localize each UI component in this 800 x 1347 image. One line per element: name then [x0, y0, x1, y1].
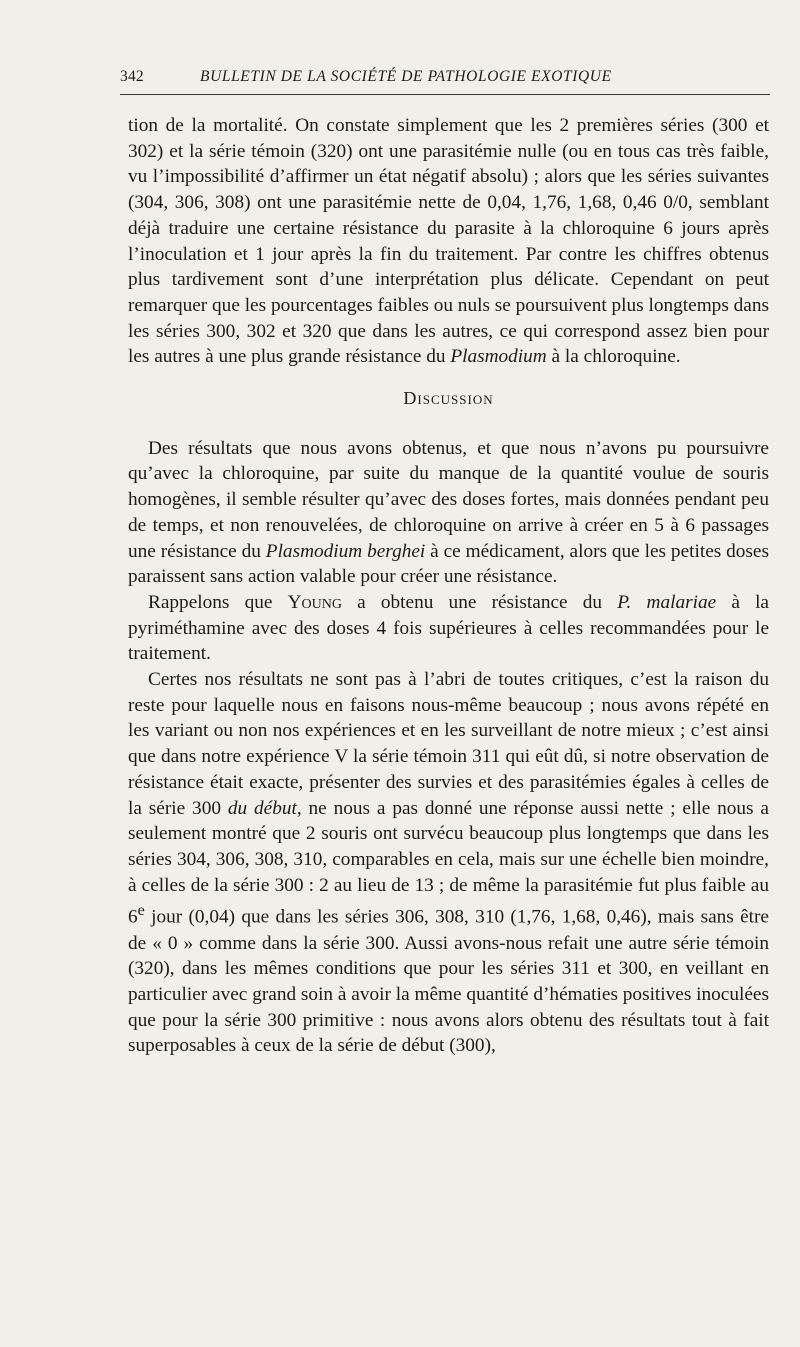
paragraph [128, 590, 769, 667]
text-run: Rappelons que [148, 591, 288, 613]
superscript: e [137, 902, 145, 920]
italic-term: P. malariae [617, 591, 717, 613]
header-rule [120, 94, 770, 95]
text-run: à la chloroquine. [546, 346, 681, 368]
paragraph [128, 667, 769, 1059]
text-run: Des résultats que nous avons obtenus, et que nous n’avons pu poursuivre qu’avec la chloroquine, par suite du manque de la quantité voulue de souris homogènes, il semble résulter qu’avec des doses fortes, mais données pendant peu de temps, et non renouvelées, de chloroquine on arrive à créer en 5 à 6 passages une résistance du [128, 437, 769, 562]
paragraph [128, 436, 769, 590]
text-run: , ne nous a pas donné une réponse aussi nette ; elle nous a seulement montré que 2 souris ont survécu beaucoup plus longtemps que dans les séries 304, 306, 308, 310, comparables en cela, mais sur une échelle bien moindre, à celles de la série 300 : 2 au lieu de 13 ; de même la parasitémie fut plus faible au 6 [128, 797, 769, 928]
author-name: Young [287, 591, 342, 613]
section-heading: Discussion [403, 388, 494, 409]
italic-term: du début [227, 797, 297, 819]
italic-term: Plasmodium berghei [265, 540, 426, 562]
article-body [128, 113, 769, 1059]
text-run: jour (0,04) que dans les séries 306, 308, 310 (1,76, 1,68, 0,46), mais sans être de « 0 » comme dans la série 300. Aussi avons-nous refait une autre série témoin (320), dans les mêmes conditions que pour les séries 311 et 300, en veillant en particulier avec grand soin à avoir la même quantité d’hématies positives inoculées que pour la série 300 primitive : nous avons alors obtenu des résultats tout à fait superposables à ceux de la série de début (300), [128, 906, 769, 1057]
text-run: tion de la mortalité. On constate simplement que les 2 premières séries (300 et 302) et la série témoin (320) ont une parasitémie nulle (ou en tous cas très faible, vu l’impossibilité d’affirmer un état négatif absolu) ; alors que les séries suivantes (304, 306, 308) ont une parasitémie nette de 0,04, 1,76, 1,68, 0,46 0/0, semblant déjà traduire une certaine résistance du parasite à la chloroquine 6 jours après l’inoculation et 1 jour après la fin du traitement. Par contre les chiffres obtenus plus tardivement sont d’une interprétation plus délicate. Cependant on peut remarquer que les pourcentages faibles ou nuls se poursuivent plus longtemps dans les séries 300, 302 et 320 que dans les autres, ce qui correspond assez bien pour les autres à une plus grande résistance du [128, 115, 769, 368]
running-title: BULLETIN DE LA SOCIÉTÉ DE PATHOLOGIE EXOTIQUE [200, 68, 612, 85]
paragraph-continuation [128, 113, 769, 370]
text-run: Certes nos résultats ne sont pas à l’abri de toutes critiques, c’est la raison du reste pour laquelle nous en faisons nous-même beaucoup ; nous avons répété en les variant ou non nos expériences et en les surveillant de notre mieux ; c’est ainsi que dans notre expérience V la série témoin 311 qui eût dû, si notre observation de résistance était exacte, présenter des survies et des parasitémies égales à celles de la série 300 [128, 669, 769, 819]
text-run: à ce médicament, alors que les petites doses paraissent sans action valable pour créer une résistance. [128, 540, 769, 588]
text-run: à la pyriméthamine avec des doses 4 fois supérieures à celles recommandées pour le traitement. [128, 591, 769, 665]
page-number: 342 [120, 68, 144, 85]
text-run: a obtenu une résistance du [341, 591, 618, 613]
italic-term: Plasmodium [450, 346, 547, 368]
